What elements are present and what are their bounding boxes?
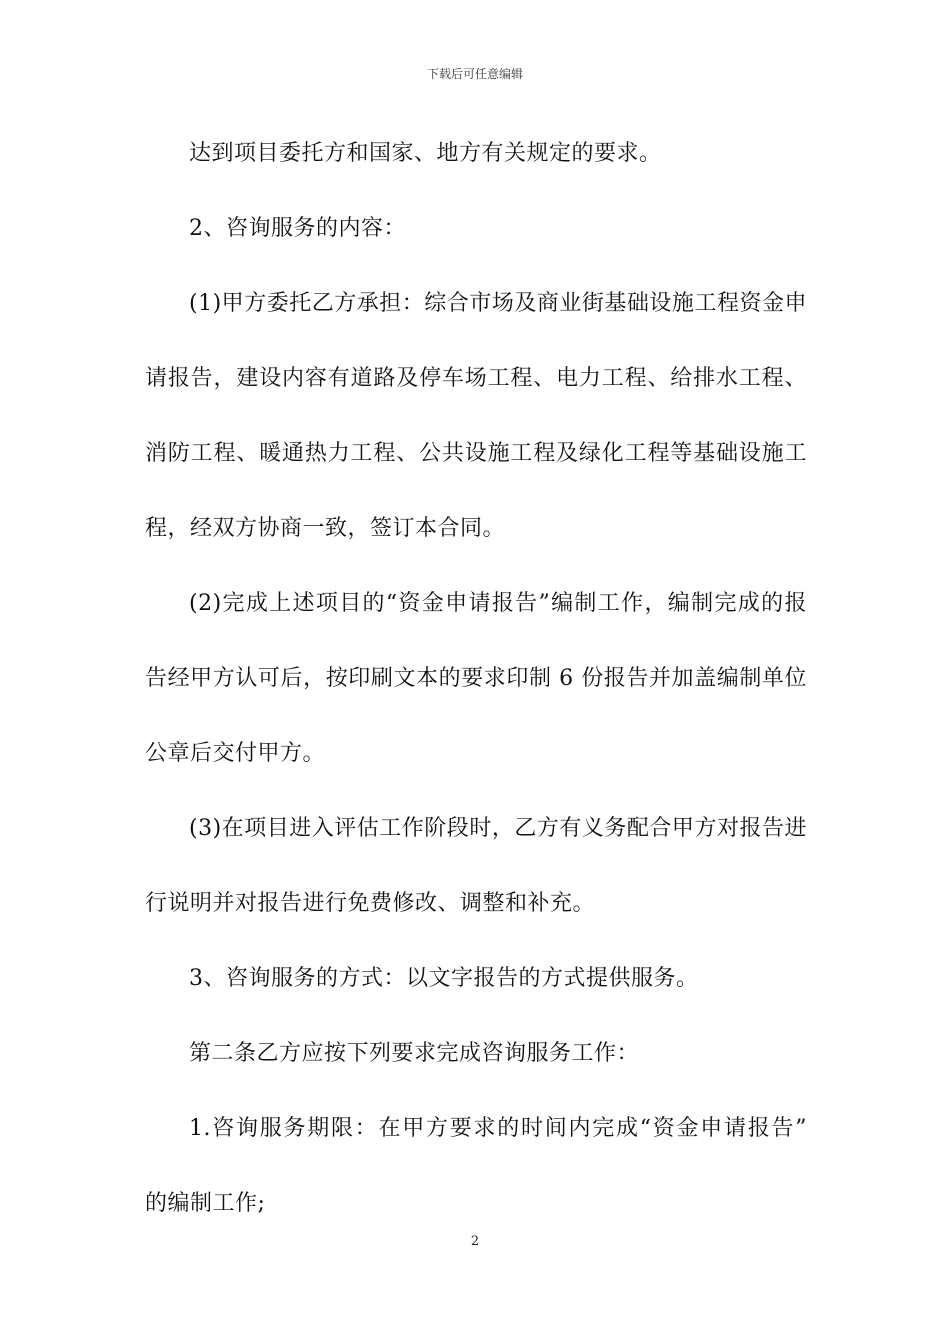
paragraph-line: (3)在项目进入评估工作阶段时，乙方有义务配合甲方对报告进 xyxy=(189,816,807,841)
paragraph-line: (2)完成上述项目的“资金申请报告”编制工作，编制完成的报 xyxy=(189,591,807,616)
paragraph-line: 1.咨询服务期限：在甲方要求的时间内完成“资金申请报告” xyxy=(189,1116,807,1141)
section-heading: 2、咨询服务的内容： xyxy=(189,216,406,241)
paragraph-line: 请报告，建设内容有道路及停车场工程、电力工程、给排水工程、 xyxy=(145,366,807,391)
page-number: 2 xyxy=(470,1234,480,1249)
page-header: 下载后可任意编辑 xyxy=(426,67,523,81)
paragraph-line: 行说明并对报告进行免费修改、调整和补充。 xyxy=(145,891,596,916)
paragraph-line: 达到项目委托方和国家、地方有关规定的要求。 xyxy=(189,141,662,166)
paragraph-line: 消防工程、暖通热力工程、公共设施工程及绿化工程等基础设施工 xyxy=(145,441,807,466)
paragraph-line: 告经甲方认可后，按印刷文本的要求印制 6 份报告并加盖编制单位 xyxy=(145,666,807,691)
paragraph-line: (1)甲方委托乙方承担：综合市场及商业街基础设施工程资金申 xyxy=(189,291,807,316)
document-body xyxy=(145,134,807,1259)
section-heading: 3、咨询服务的方式：以文字报告的方式提供服务。 xyxy=(189,966,699,991)
paragraph-line: 的编制工作; xyxy=(145,1191,266,1216)
paragraph-line: 公章后交付甲方。 xyxy=(145,741,326,766)
article-heading: 第二条乙方应按下列要求完成咨询服务工作： xyxy=(189,1041,640,1066)
paragraph-line: 程，经双方协商一致，签订本合同。 xyxy=(145,516,506,541)
